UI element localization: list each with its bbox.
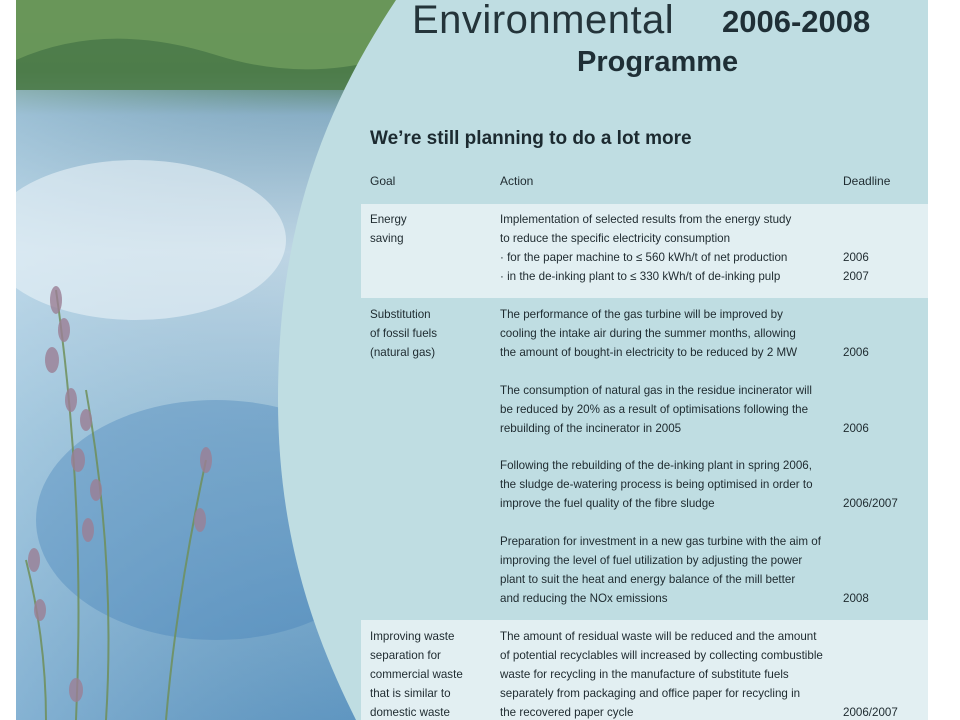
- action-line: The consumption of natural gas in the residue incinerator will: [500, 384, 812, 397]
- action-line: Following the rebuilding of the de-inking plant in spring 2006,: [500, 459, 812, 472]
- action-line: be reduced by 20% as a result of optimisations following the: [500, 403, 809, 416]
- column-header-deadline: Deadline: [843, 174, 891, 188]
- deadline-cell: 2006/2007: [843, 706, 898, 719]
- action-line: The performance of the gas turbine will be improved by: [500, 308, 783, 321]
- deadline-cell: 2006: [843, 346, 869, 359]
- deadline-cell: 2006/2007: [843, 497, 898, 510]
- action-line: cooling the intake air during the summer months, allowing: [500, 327, 796, 340]
- action-line: plant to suit the heat and energy balance of the mill better: [500, 573, 796, 586]
- action-line: of potential recyclables will increased by collecting combustible: [500, 649, 823, 662]
- action-line: the amount of bought-in electricity to be reduced by 2 MW: [500, 346, 798, 359]
- action-line: improve the fuel quality of the fibre sludge: [500, 497, 715, 510]
- goal-cell: Substitution of fossil fuels (natural gas): [370, 308, 438, 359]
- column-header-goal: Goal: [370, 174, 396, 188]
- section-heading: We’re still planning to do a lot more: [370, 128, 692, 149]
- action-line: waste for recycling in the manufacture of substitute fuels: [500, 668, 789, 681]
- goal-cell: Improving waste separation for commercial waste that is similar to domestic waste: [370, 630, 463, 719]
- title-subtitle: Programme: [577, 46, 739, 78]
- action-line: Implementation of selected results from the energy study: [500, 213, 792, 226]
- action-line: the sludge de-watering process is being optimised in order to: [500, 478, 813, 491]
- action-line: · in the de-inking plant to ≤ 330 kWh/t of de-inking pulp: [500, 270, 781, 283]
- action-line: rebuilding of the incinerator in 2005: [500, 422, 682, 435]
- deadline-cell: 2006: [843, 422, 869, 435]
- title-word: Environmental: [412, 0, 675, 42]
- action-line: Preparation for investment in a new gas turbine with the aim of: [500, 535, 821, 548]
- action-line: to reduce the specific electricity consumption: [500, 232, 731, 245]
- deadline-cell: 2007: [843, 270, 869, 283]
- deadline-cell: 2006: [843, 251, 869, 264]
- action-line: improving the level of fuel utilization by adjusting the power: [500, 554, 803, 567]
- action-line: The amount of residual waste will be reduced and the amount: [500, 630, 817, 643]
- column-header-action: Action: [500, 174, 534, 188]
- deadline-cell: 2008: [843, 592, 869, 605]
- action-line: the recovered paper cycle: [500, 706, 634, 719]
- action-line: separately from packaging and office paper for recycling in: [500, 687, 801, 700]
- goal-cell: Energy saving: [370, 213, 407, 245]
- title-years: 2006-2008: [722, 4, 871, 39]
- action-line: · for the paper machine to ≤ 560 kWh/t of net production: [500, 251, 788, 264]
- action-line: and reducing the NOx emissions: [500, 592, 668, 605]
